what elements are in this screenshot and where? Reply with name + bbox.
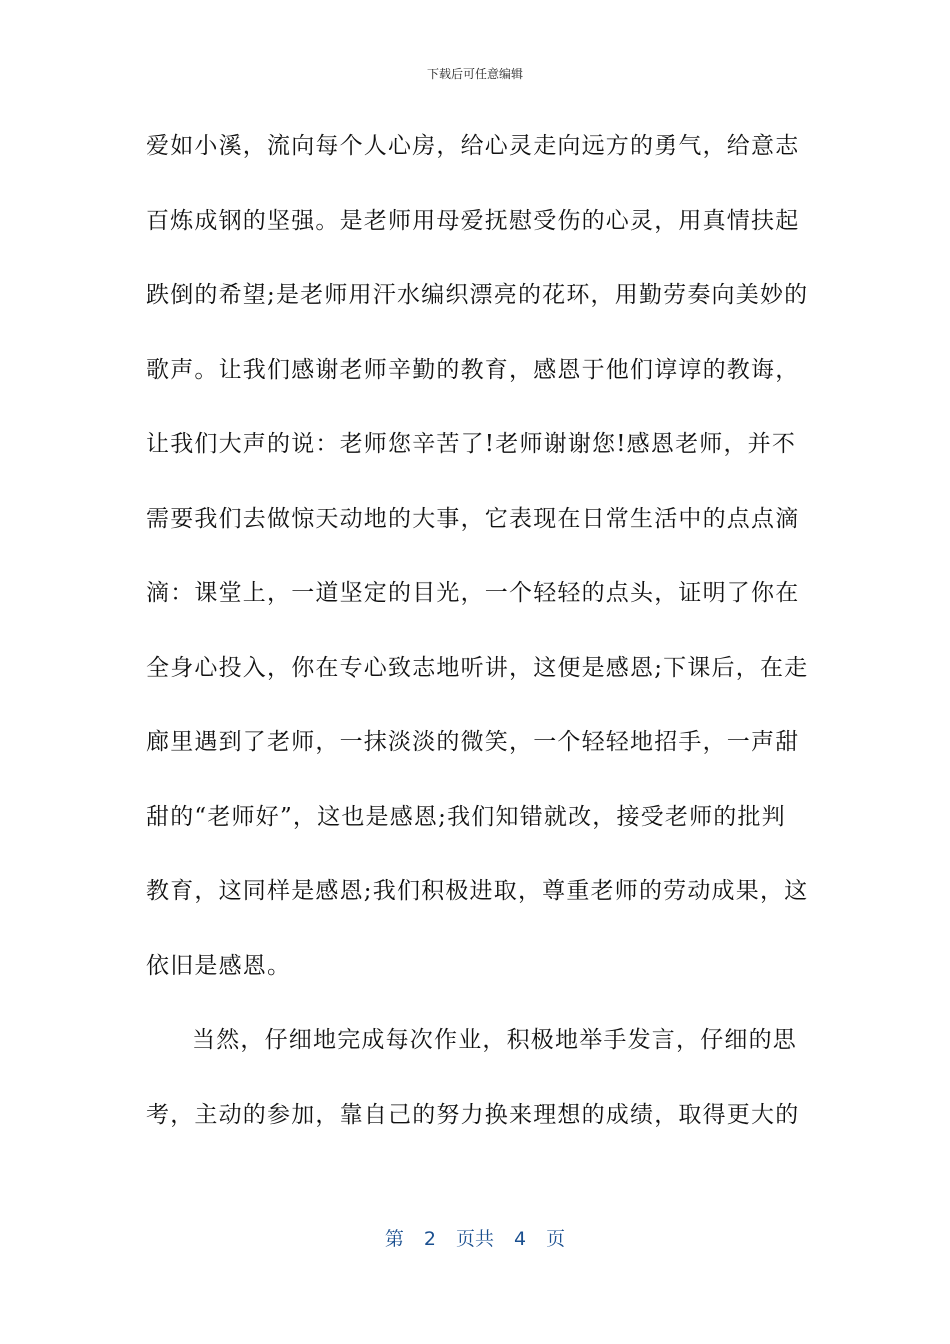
footer-middle: 页共 <box>455 1228 494 1250</box>
text-line: 歌声。让我们感谢老师辛勤的教育，感恩于他们谆谆的教诲， <box>146 356 800 383</box>
text-line: 教育，这同样是感恩;我们积极进取，尊重老师的劳动成果，这 <box>146 878 809 904</box>
text-line: 考，主动的参加，靠自己的努力换来理想的成绩，取得更大的 <box>146 1101 800 1128</box>
text-line: 滴：课堂上，一道坚定的目光，一个轻轻的点头，证明了你在 <box>146 580 800 606</box>
document-body <box>146 124 809 1167</box>
text-line: 依旧是感恩。 <box>146 952 292 979</box>
footer-suffix: 页 <box>546 1228 566 1250</box>
text-line: 跌倒的希望;是老师用汗水编织漂亮的花环，用勤劳奏向美妙的 <box>146 282 809 308</box>
text-line: 廊里遇到了老师，一抹淡淡的微笑，一个轻轻地招手，一声甜 <box>146 729 800 755</box>
text-line: 让我们大声的说：老师您辛苦了!老师谢谢您!感恩老师，并不 <box>146 431 797 457</box>
page-header: 下载后可任意编辑 <box>426 67 523 81</box>
footer-total-pages: 4 <box>514 1228 527 1250</box>
text-line: 百炼成钢的坚强。是老师用母爱抚慰受伤的心灵，用真情扶起 <box>146 207 800 234</box>
text-line: 全身心投入，你在专心致志地听讲，这便是感恩;下课后，在走 <box>146 654 809 681</box>
footer-page-number: 2 <box>423 1228 436 1250</box>
text-line: 需要我们去做惊天动地的大事，它表现在日常生活中的点点滴 <box>146 505 800 532</box>
text-line-paragraph-start: 当然，仔细地完成每次作业，积极地举手发言，仔细的思 <box>192 1027 797 1053</box>
text-line: 甜的“老师好”，这也是感恩;我们知错就改，接受老师的批判 <box>146 803 786 830</box>
page-footer <box>0 1226 950 1252</box>
text-line: 爱如小溪，流向每个人心房，给心灵走向远方的勇气，给意志 <box>146 133 800 159</box>
footer-prefix: 第 <box>384 1228 404 1250</box>
